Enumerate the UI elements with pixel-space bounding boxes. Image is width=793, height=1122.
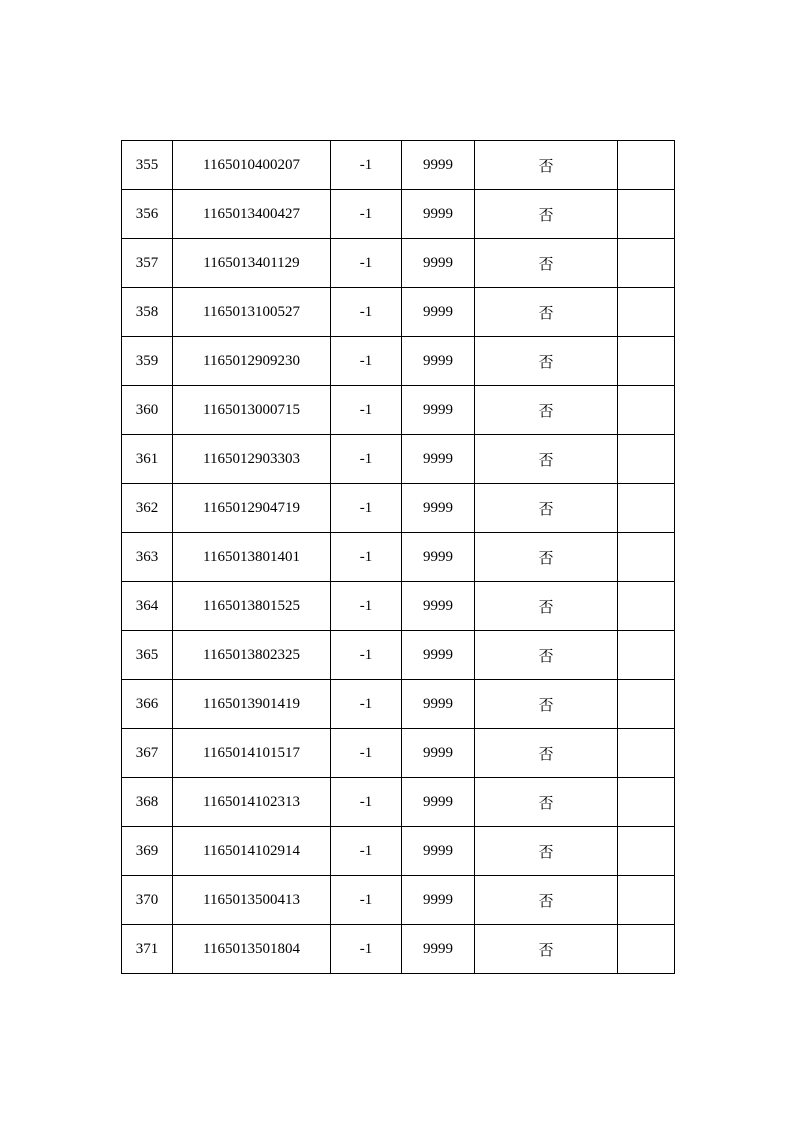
id-cell: 1165013500413 [173, 876, 331, 925]
note-cell [618, 141, 675, 190]
flag-cell: 否 [475, 631, 618, 680]
value-cell: -1 [331, 386, 402, 435]
row-index-cell: 357 [122, 239, 173, 288]
flag-cell: 否 [475, 141, 618, 190]
data-table [121, 140, 675, 974]
id-cell: 1165010400207 [173, 141, 331, 190]
table-row [122, 631, 675, 680]
number-cell: 9999 [402, 729, 475, 778]
flag-cell: 否 [475, 582, 618, 631]
row-index-cell: 369 [122, 827, 173, 876]
table-row [122, 386, 675, 435]
id-cell: 1165013501804 [173, 925, 331, 974]
number-cell: 9999 [402, 680, 475, 729]
number-cell: 9999 [402, 190, 475, 239]
note-cell [618, 190, 675, 239]
row-index-cell: 362 [122, 484, 173, 533]
row-index-cell: 368 [122, 778, 173, 827]
id-cell: 1165014101517 [173, 729, 331, 778]
flag-cell: 否 [475, 288, 618, 337]
value-cell: -1 [331, 631, 402, 680]
flag-cell: 否 [475, 876, 618, 925]
flag-cell: 否 [475, 533, 618, 582]
number-cell: 9999 [402, 631, 475, 680]
note-cell [618, 386, 675, 435]
table-row [122, 484, 675, 533]
note-cell [618, 729, 675, 778]
flag-cell: 否 [475, 680, 618, 729]
flag-cell: 否 [475, 484, 618, 533]
row-index-cell: 355 [122, 141, 173, 190]
value-cell: -1 [331, 582, 402, 631]
value-cell: -1 [331, 435, 402, 484]
flag-cell: 否 [475, 435, 618, 484]
value-cell: -1 [331, 533, 402, 582]
row-index-cell: 358 [122, 288, 173, 337]
id-cell: 1165013401129 [173, 239, 331, 288]
number-cell: 9999 [402, 435, 475, 484]
table-row [122, 680, 675, 729]
number-cell: 9999 [402, 876, 475, 925]
table-body [122, 141, 675, 974]
table-row [122, 239, 675, 288]
row-index-cell: 363 [122, 533, 173, 582]
row-index-cell: 365 [122, 631, 173, 680]
value-cell: -1 [331, 337, 402, 386]
note-cell [618, 778, 675, 827]
row-index-cell: 371 [122, 925, 173, 974]
row-index-cell: 360 [122, 386, 173, 435]
number-cell: 9999 [402, 288, 475, 337]
id-cell: 1165013000715 [173, 386, 331, 435]
id-cell: 1165013801401 [173, 533, 331, 582]
table-row [122, 778, 675, 827]
number-cell: 9999 [402, 239, 475, 288]
value-cell: -1 [331, 680, 402, 729]
id-cell: 1165012909230 [173, 337, 331, 386]
flag-cell: 否 [475, 337, 618, 386]
note-cell [618, 827, 675, 876]
number-cell: 9999 [402, 386, 475, 435]
table-row [122, 827, 675, 876]
value-cell: -1 [331, 729, 402, 778]
id-cell: 1165012904719 [173, 484, 331, 533]
id-cell: 1165014102313 [173, 778, 331, 827]
note-cell [618, 925, 675, 974]
row-index-cell: 366 [122, 680, 173, 729]
note-cell [618, 288, 675, 337]
row-index-cell: 361 [122, 435, 173, 484]
row-index-cell: 370 [122, 876, 173, 925]
number-cell: 9999 [402, 141, 475, 190]
id-cell: 1165012903303 [173, 435, 331, 484]
row-index-cell: 359 [122, 337, 173, 386]
value-cell: -1 [331, 778, 402, 827]
table-row [122, 876, 675, 925]
value-cell: -1 [331, 484, 402, 533]
note-cell [618, 680, 675, 729]
number-cell: 9999 [402, 533, 475, 582]
id-cell: 1165013802325 [173, 631, 331, 680]
number-cell: 9999 [402, 337, 475, 386]
note-cell [618, 876, 675, 925]
flag-cell: 否 [475, 925, 618, 974]
id-cell: 1165013801525 [173, 582, 331, 631]
note-cell [618, 239, 675, 288]
flag-cell: 否 [475, 827, 618, 876]
id-cell: 1165013901419 [173, 680, 331, 729]
id-cell: 1165013400427 [173, 190, 331, 239]
flag-cell: 否 [475, 190, 618, 239]
value-cell: -1 [331, 239, 402, 288]
row-index-cell: 367 [122, 729, 173, 778]
row-index-cell: 364 [122, 582, 173, 631]
note-cell [618, 582, 675, 631]
number-cell: 9999 [402, 484, 475, 533]
table-row [122, 337, 675, 386]
number-cell: 9999 [402, 778, 475, 827]
value-cell: -1 [331, 141, 402, 190]
value-cell: -1 [331, 876, 402, 925]
table-row [122, 582, 675, 631]
table-row [122, 729, 675, 778]
note-cell [618, 435, 675, 484]
flag-cell: 否 [475, 778, 618, 827]
number-cell: 9999 [402, 582, 475, 631]
id-cell: 1165013100527 [173, 288, 331, 337]
value-cell: -1 [331, 288, 402, 337]
table-row [122, 435, 675, 484]
value-cell: -1 [331, 925, 402, 974]
row-index-cell: 356 [122, 190, 173, 239]
value-cell: -1 [331, 827, 402, 876]
flag-cell: 否 [475, 386, 618, 435]
number-cell: 9999 [402, 925, 475, 974]
number-cell: 9999 [402, 827, 475, 876]
table-row [122, 288, 675, 337]
table-row [122, 533, 675, 582]
id-cell: 1165014102914 [173, 827, 331, 876]
table-row [122, 925, 675, 974]
note-cell [618, 484, 675, 533]
table-row [122, 141, 675, 190]
note-cell [618, 533, 675, 582]
flag-cell: 否 [475, 729, 618, 778]
value-cell: -1 [331, 190, 402, 239]
note-cell [618, 337, 675, 386]
note-cell [618, 631, 675, 680]
flag-cell: 否 [475, 239, 618, 288]
table-row [122, 190, 675, 239]
